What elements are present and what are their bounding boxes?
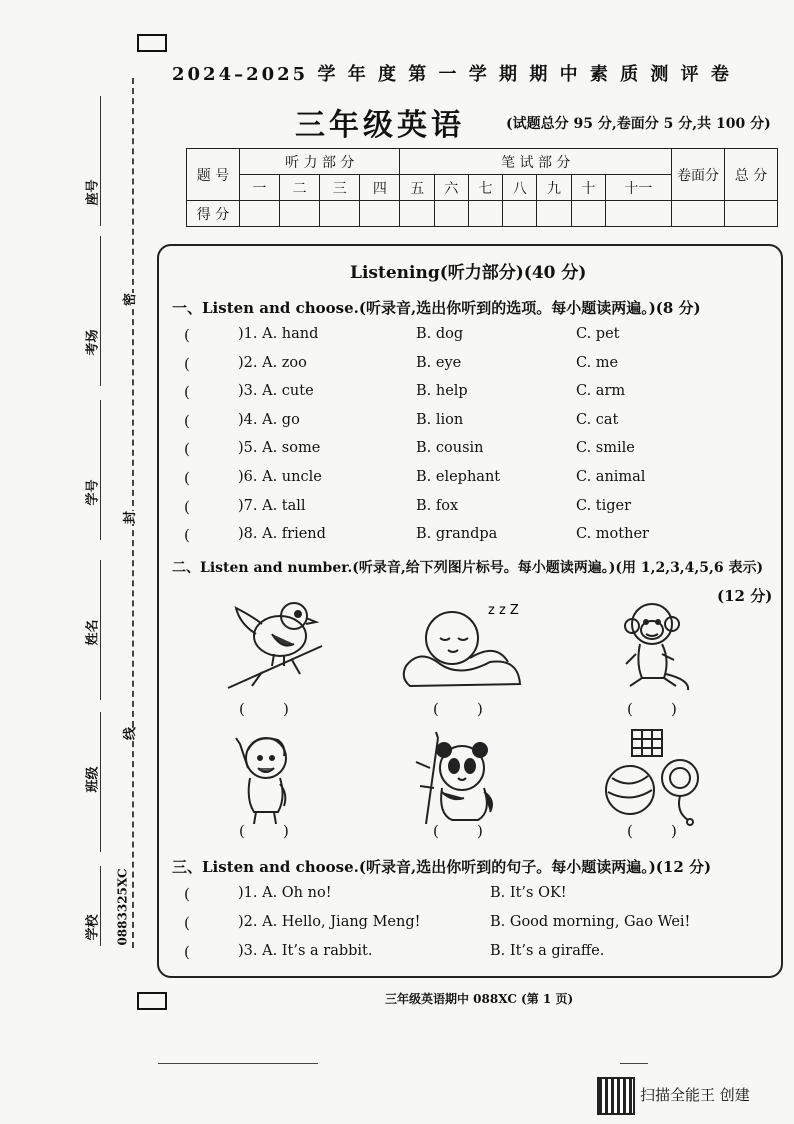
part2-head: 二、Listen and number.(听录音,给下列图片标号。每小题读两遍。)(用 1,2,3,4,5,6 表示) [172,560,764,576]
corner-box-top [137,34,167,52]
neatness-head: 卷面分 [672,149,725,201]
part1-option-b: B. eye [416,354,462,371]
answer-paren[interactable]: ( [184,411,190,430]
score-cell[interactable] [320,201,360,227]
written-group-head: 笔 试 部 分 [400,149,672,175]
part1-option-num: )5. A. some [238,440,321,457]
sleeping-baby-icon [404,612,520,686]
score-cell[interactable] [537,201,571,227]
answer-paren[interactable]: ( [184,497,190,516]
part1-option-b: B. elephant [416,469,501,485]
score-cell[interactable] [725,201,778,227]
room-line [100,236,101,386]
part1-option-b: B. fox [416,497,459,514]
part1-option-b: B. dog [416,326,464,342]
part1-option-num: )3. A. cute [238,383,314,400]
exam-room-label: 考场 [85,329,101,356]
scanner-watermark: 扫描全能王 创建 [640,1086,750,1104]
score-cell[interactable] [360,201,400,227]
answer-blank-4[interactable]: ( ) [239,822,289,840]
part1-option-c: C. animal [576,469,646,485]
school-label: 学校 [85,914,101,941]
score-cell[interactable] [468,201,502,227]
footer-rule-left [158,1063,318,1064]
boy-icon [236,738,286,824]
part1-option-c: C. me [576,354,619,371]
part1-option-num: )1. A. hand [238,326,319,342]
num-1: 一 [240,175,280,201]
monkey-icon [625,604,688,690]
class-label: 班级 [85,766,101,793]
num-6: 六 [434,175,468,201]
part3-option-b: B. It’s OK! [490,885,567,901]
part1-option-b: B. grandpa [416,526,498,543]
score-cell[interactable] [240,201,280,227]
answer-paren[interactable]: ( [184,354,190,373]
part1-option-num: )2. A. zoo [238,354,307,371]
answer-paren[interactable]: ( [184,526,190,545]
corner-box-bottom [137,992,167,1010]
part1-option-c: C. cat [576,411,619,428]
toys-picture [602,728,702,826]
listening-group-head: 听 力 部 分 [240,149,400,175]
score-cell[interactable] [434,201,468,227]
label-number: 题 号 [187,149,240,201]
score-cell[interactable] [571,201,605,227]
answer-blank-6[interactable]: ( ) [627,822,677,840]
answer-paren[interactable]: ( [184,326,190,344]
num-10: 十 [571,175,605,201]
score-cell[interactable] [672,201,725,227]
score-cell[interactable] [400,201,434,227]
part1-option-b: B. lion [416,411,464,428]
panda-icon [416,732,492,824]
score-cell[interactable] [503,201,537,227]
label-score: 得 分 [187,201,240,227]
part3-option-num: )1. A. Oh no! [238,885,332,901]
num-3: 三 [320,175,360,201]
seat-label: 座号 [85,179,101,206]
qr-code-icon [597,1077,635,1115]
part3-option-num: )2. A. Hello, Jiang Meng! [238,914,421,930]
num-9: 九 [537,175,571,201]
part1-option-num: )8. A. friend [238,526,326,543]
score-cell[interactable] [605,201,671,227]
sleeping-baby-picture [400,598,525,693]
seal-char-2: 封 [119,511,138,524]
score-cell[interactable] [280,201,320,227]
part1-option-b: B. cousin [416,440,484,457]
answer-blank-2[interactable]: ( ) [433,700,483,718]
exam-title: 2024–2025 学 年 度 第 一 学 期 期 中 素 质 测 评 卷 [172,64,732,85]
student-id-label: 学号 [85,479,101,506]
listening-heading: Listening(听力部分)(40 分) [350,263,587,283]
part3-head: 三、Listen and choose.(听录音,选出你听到的句子。每小题读两遍。)(12 分) [172,858,712,876]
answer-paren[interactable]: ( [184,440,190,459]
waving-boy-picture [228,728,303,826]
part1-option-c: C. smile [576,440,635,457]
answer-paren[interactable]: ( [184,469,190,487]
num-5: 五 [400,175,434,201]
footer-rule-right [620,1063,648,1064]
answer-blank-3[interactable]: ( ) [627,700,677,718]
part1-option-num: )7. A. tall [238,497,306,514]
part1-head: 一、Listen and choose.(听录音,选出你听到的选项。每小题读两遍。)(8 分) [172,299,701,317]
score-table [186,148,778,227]
answer-paren[interactable]: ( [184,383,190,402]
toys-icon [606,730,698,825]
zzz-text: z z Z [488,603,519,618]
num-7: 七 [468,175,502,201]
monkey-picture [618,598,698,696]
num-8: 八 [503,175,537,201]
page-footer: 三年级英语期中 088XC (第 1 页) [385,992,574,1006]
part1-option-c: C. mother [576,526,649,543]
seal-char-1: 密 [119,293,138,306]
total-head: 总 分 [725,149,778,201]
answer-paren[interactable]: ( [184,943,190,961]
part3-option-b: B. It’s a giraffe. [490,943,605,959]
answer-blank-5[interactable]: ( ) [433,822,483,840]
bird-icon [228,603,322,688]
main-title: 三年级英语 [295,108,465,143]
part3-option-b: B. Good morning, Gao Wei! [490,914,691,930]
panda-picture [412,728,512,826]
id-line [100,400,101,540]
part1-option-c: C. tiger [576,497,632,514]
part1-option-num: )4. A. go [238,411,300,428]
name-label: 姓名 [85,619,101,646]
part1-option-c: C. pet [576,326,620,342]
part1-option-num: )6. A. uncle [238,469,322,485]
part2-points: (12 分) [717,587,773,605]
part1-option-c: C. arm [576,383,626,400]
seat-line [100,96,101,226]
answer-paren[interactable]: ( [184,885,190,903]
bird-picture [222,594,332,694]
num-2: 二 [280,175,320,201]
score-note: (试题总分 95 分,卷面分 5 分,共 100 分) [506,116,771,132]
seal-char-3: 线 [119,727,138,740]
num-4: 四 [360,175,400,201]
answer-blank-1[interactable]: ( ) [239,700,289,718]
answer-paren[interactable]: ( [184,914,190,932]
paper-code: 0883325XC [115,868,130,946]
part1-option-b: B. help [416,383,468,400]
num-11: 十一 [605,175,671,201]
part3-option-num: )3. A. It’s a rabbit. [238,943,373,959]
